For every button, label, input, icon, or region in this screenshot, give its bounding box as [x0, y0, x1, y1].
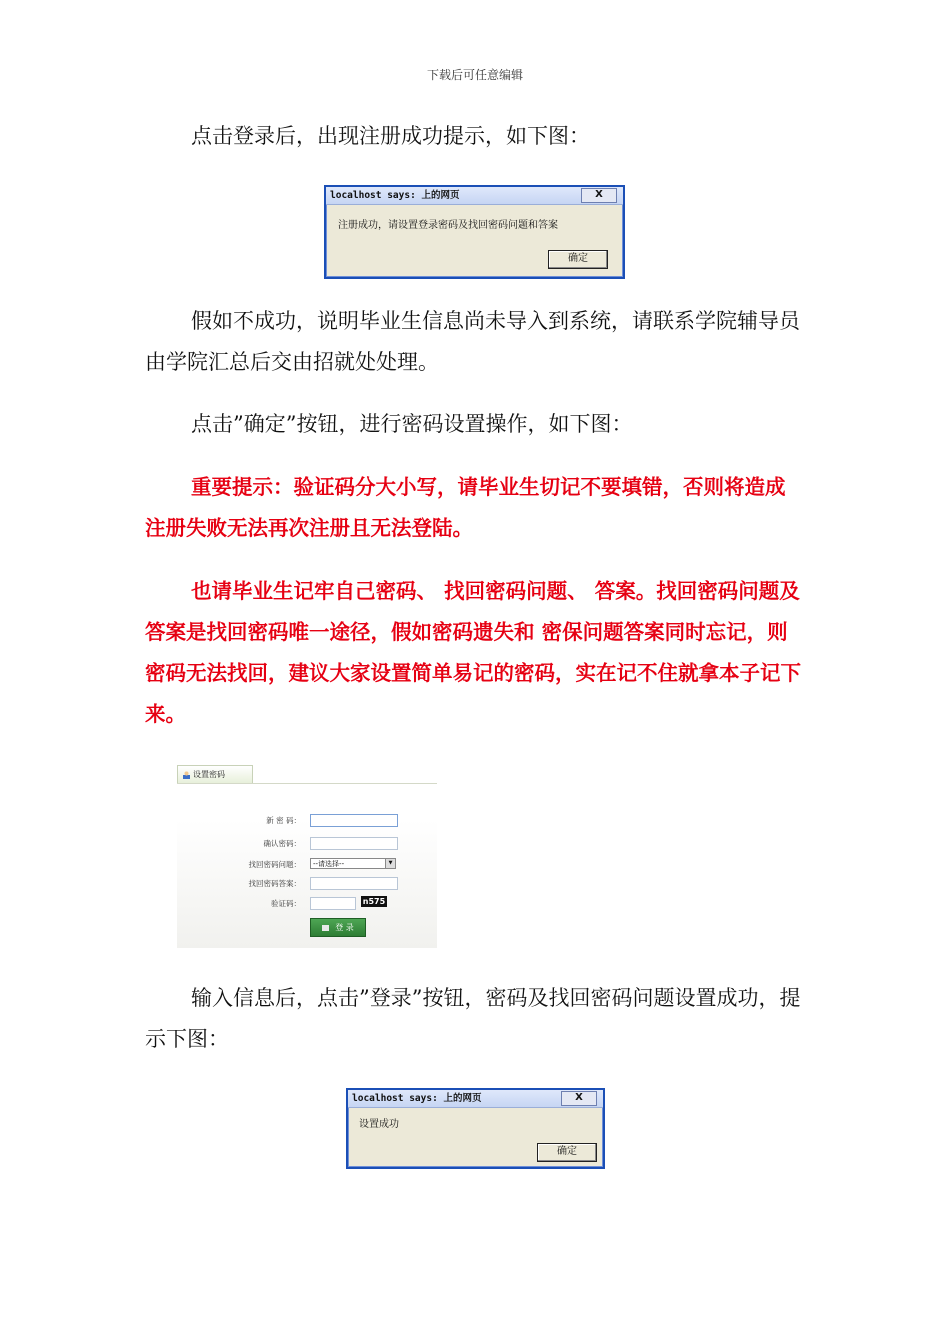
- user-icon: [183, 771, 190, 779]
- new-password-label: 新 密 码：: [266, 816, 301, 825]
- close-icon[interactable]: X: [581, 188, 617, 203]
- paragraph-failure-note: 假如不成功，说明毕业生信息尚未导入到系统，请联系学院辅导员由学院汇总后交由招就处处理。: [145, 309, 800, 374]
- confirm-password-input[interactable]: [310, 837, 398, 850]
- security-answer-input[interactable]: [310, 877, 398, 890]
- tab-label: 设置密码: [193, 770, 225, 779]
- captcha-label: 验证码：: [271, 899, 301, 908]
- paragraph-click-confirm: 点击”确定”按钮，进行密码设置操作，如下图：: [191, 412, 633, 436]
- login-icon: [322, 925, 329, 931]
- ok-button[interactable]: 确定: [537, 1143, 597, 1162]
- tab-set-password[interactable]: [177, 765, 253, 784]
- security-question-select[interactable]: [310, 858, 396, 869]
- select-value: --请选择--: [313, 860, 345, 868]
- set-password-form: [177, 765, 437, 948]
- dialog-title: localhost says: 上的网页: [352, 1093, 482, 1104]
- dialog-message: 设置成功: [359, 1119, 399, 1130]
- login-button-label: 登 录: [335, 923, 354, 932]
- alert-dialog-success: [346, 1088, 605, 1169]
- close-icon[interactable]: X: [561, 1091, 597, 1106]
- confirm-password-label: 确认密码：: [263, 839, 301, 848]
- login-button[interactable]: [310, 918, 366, 937]
- page-header: 下载后可任意编辑: [426, 68, 523, 82]
- captcha-image[interactable]: n575: [362, 897, 386, 906]
- ok-button[interactable]: 确定: [548, 250, 608, 269]
- dialog-message: 注册成功，请设置登录密码及找回密码问题和答案: [338, 220, 558, 231]
- password-reminder-notice: 也请毕业生记牢自己密码、 找回密码问题、 答案。找回密码问题及答案是找回密码唯一途径，假如密码遗失和 密保问题答案同时忘记，则密码无法找回，建议大家设置简单易记的密码，实在记不住就拿本子记下来。: [145, 579, 801, 726]
- security-answer-label: 找回密码答案：: [248, 879, 301, 888]
- security-question-label: 找回密码问题：: [248, 860, 301, 869]
- dialog-title-bar: [348, 1090, 603, 1108]
- important-notice: 重要提示：验证码分大小写，请毕业生切记不要填错，否则将造成注册失败无法再次注册且无法登陆。: [145, 475, 786, 540]
- new-password-input[interactable]: [310, 814, 398, 827]
- chevron-down-icon: ▼: [385, 859, 395, 868]
- tab-divider: [177, 783, 437, 784]
- paragraph-after-login: 输入信息后，点击”登录”按钮，密码及找回密码问题设置成功，提示下图：: [145, 986, 801, 1051]
- captcha-input[interactable]: [310, 897, 356, 910]
- paragraph-login-result: 点击登录后，出现注册成功提示，如下图：: [191, 124, 590, 148]
- alert-dialog-register: [324, 185, 625, 279]
- dialog-title-bar: [326, 187, 623, 205]
- dialog-title: localhost says: 上的网页: [330, 190, 460, 201]
